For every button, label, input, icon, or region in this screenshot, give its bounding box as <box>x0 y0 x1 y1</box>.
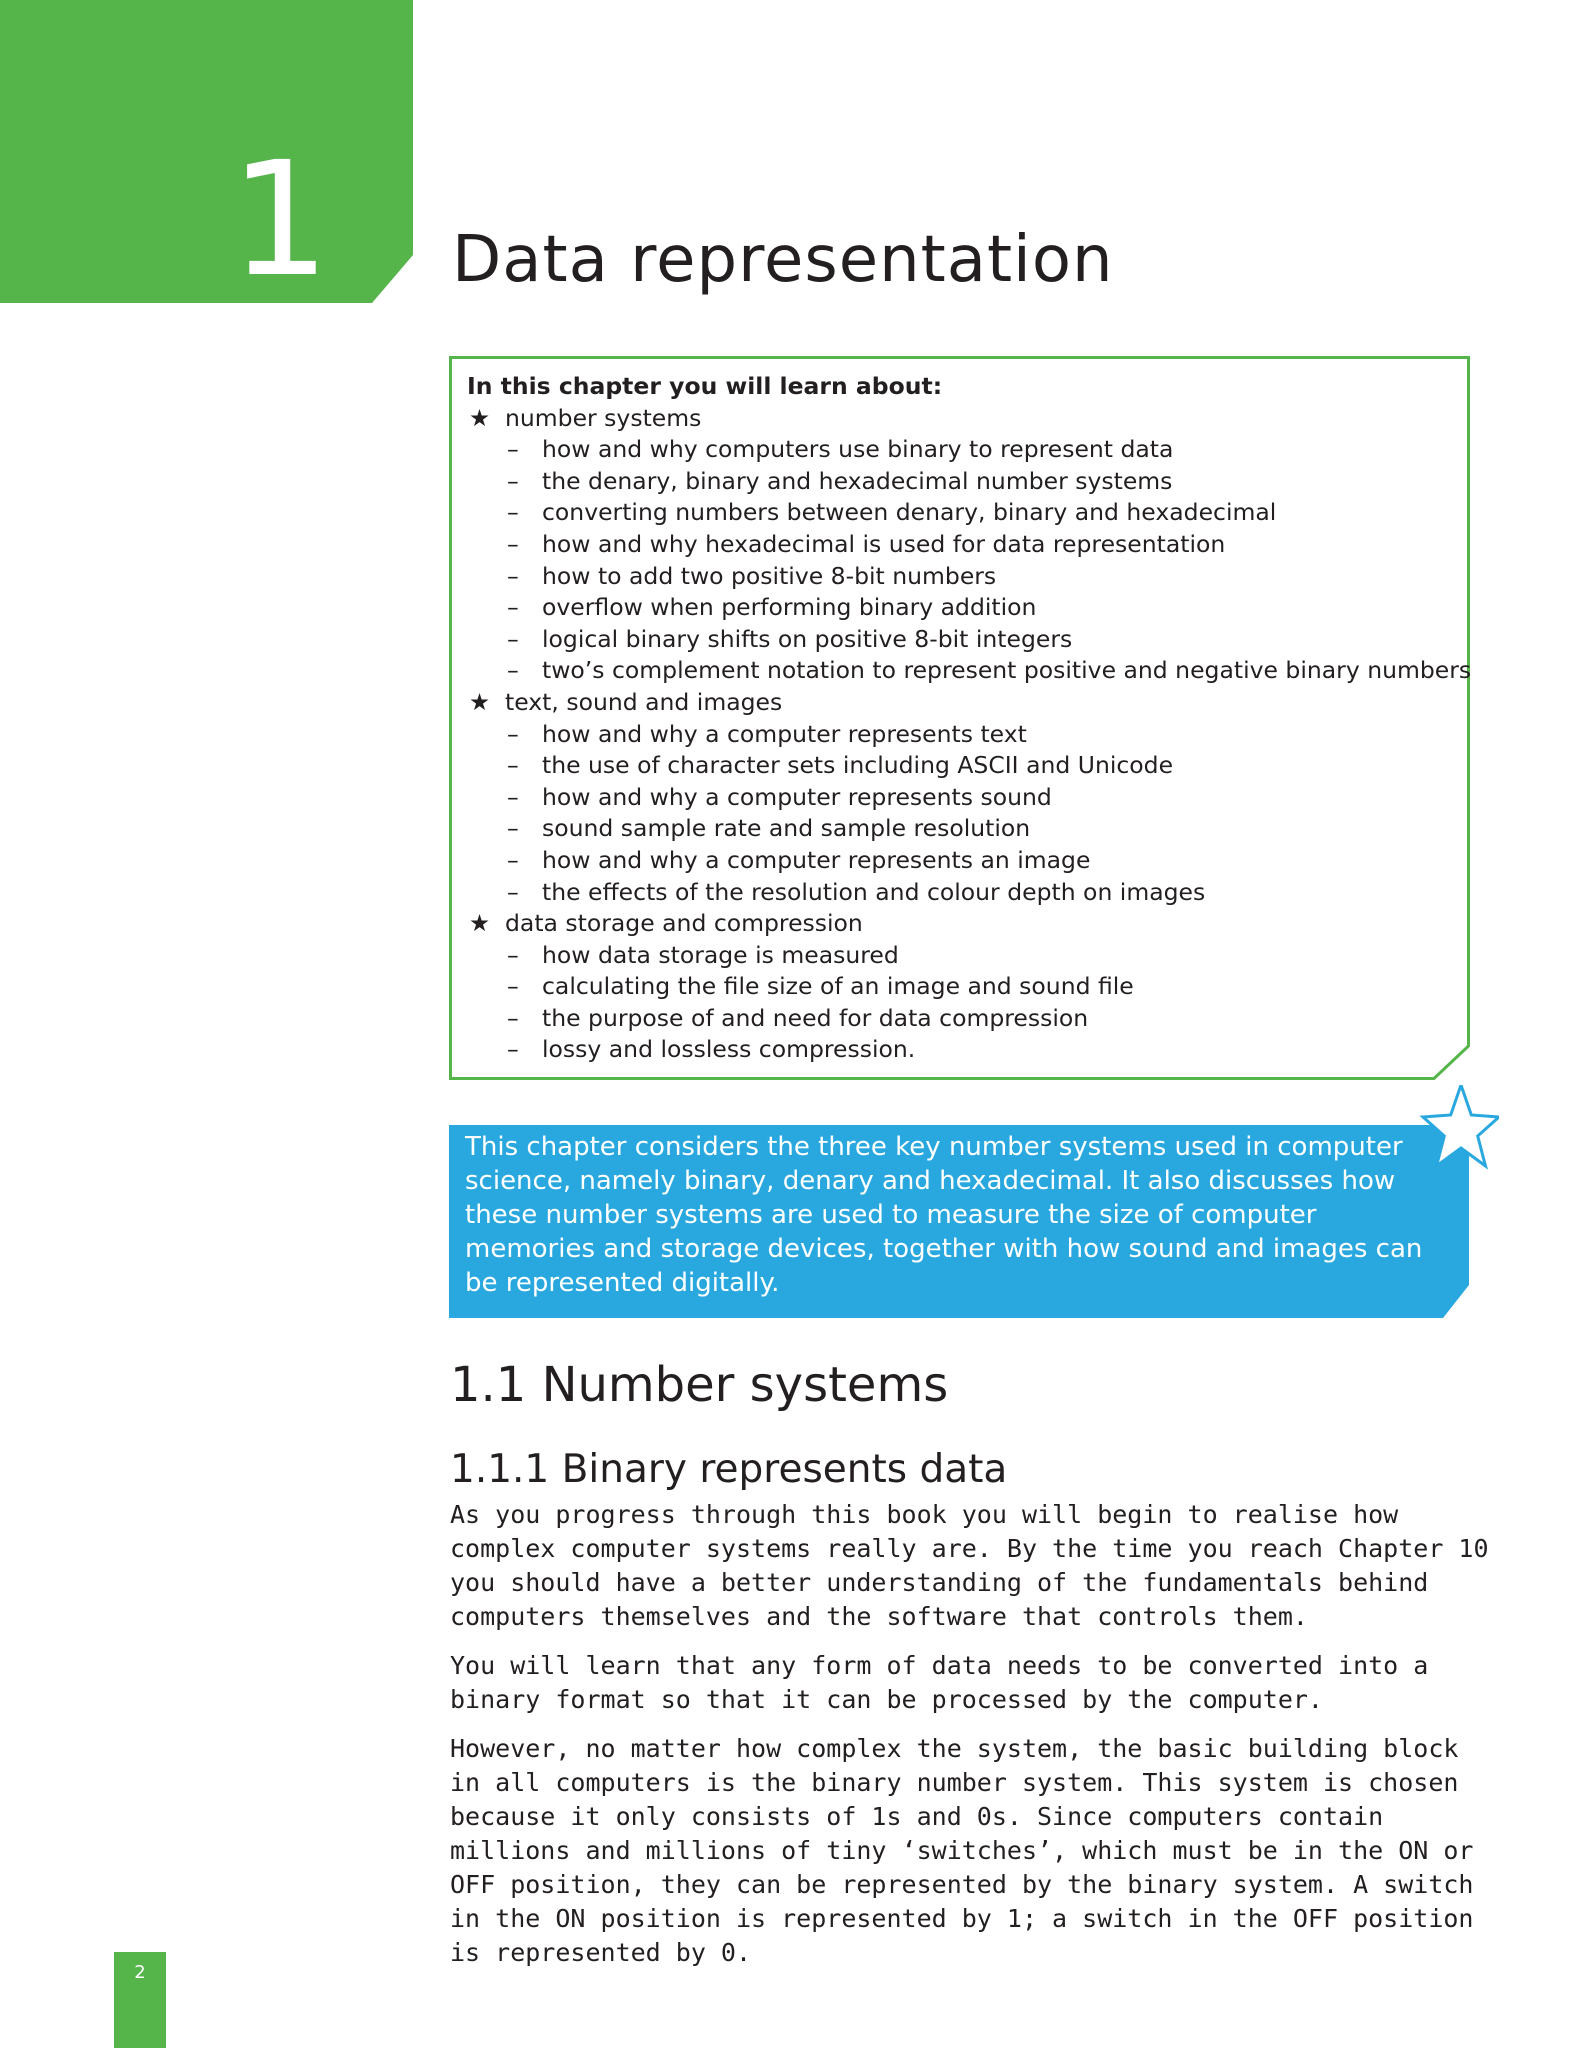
dash-bullet-icon: – <box>507 435 519 464</box>
dash-bullet-icon: – <box>507 593 519 622</box>
dash-bullet-icon: – <box>507 814 519 843</box>
dash-bullet-icon: – <box>507 940 519 969</box>
learning-topic <box>467 403 1467 435</box>
page-number: 2 <box>134 1962 146 1983</box>
learning-topic-label: text, sound and images <box>505 687 783 716</box>
learning-topic-label: number systems <box>505 403 702 432</box>
learning-subtopic <box>467 813 1467 845</box>
dash-bullet-icon: – <box>507 751 519 780</box>
learning-subtopic-label: overflow when performing binary addition <box>542 593 1037 622</box>
learning-topic-list <box>467 403 1472 1066</box>
learning-box-heading: In this chapter you will learn about: <box>467 372 943 400</box>
chapter-number: 1 <box>229 128 331 312</box>
learning-subtopic <box>467 529 1467 561</box>
learning-subtopic <box>467 466 1467 498</box>
chapter-intro-text: This chapter considers the three key number systems used in computer science, namely binary, denary and hexadecimal. It also discusses how these number systems are used to measure the size of computer memories and storage devices, together with how sound and images can be represented digitally. <box>465 1132 1423 1298</box>
learning-subtopic-label: converting numbers between denary, binary and hexadecimal <box>542 498 1277 527</box>
learning-subtopic-label: the effects of the resolution and colour depth on images <box>542 877 1206 906</box>
dash-bullet-icon: – <box>507 1003 519 1032</box>
dash-bullet-icon: – <box>507 719 519 748</box>
page-number-tab <box>114 1952 166 2048</box>
star-bullet-icon: ★ <box>469 909 491 938</box>
dash-bullet-icon: – <box>507 656 519 685</box>
section-heading: 1.1 Number systems <box>450 1357 949 1413</box>
dash-bullet-icon: – <box>507 972 519 1001</box>
chapter-tab <box>0 0 415 312</box>
learning-subtopic-label: calculating the file size of an image and sound file <box>542 972 1134 1001</box>
subsection-heading: 1.1.1 Binary represents data <box>450 1447 1008 1492</box>
learning-subtopic <box>467 940 1467 972</box>
learning-subtopic <box>467 624 1467 656</box>
learning-subtopic <box>467 782 1467 814</box>
learning-subtopic-label: how and why a computer represents text <box>542 719 1027 748</box>
learning-subtopic-label: how to add two positive 8-bit numbers <box>542 561 997 590</box>
dash-bullet-icon: – <box>507 877 519 906</box>
dash-bullet-icon: – <box>507 529 519 558</box>
learning-subtopic-label: how and why computers use binary to represent data <box>542 435 1174 464</box>
learning-subtopic-label: two’s complement notation to represent positive and negative binary numbers <box>542 656 1472 685</box>
learning-subtopic <box>467 434 1467 466</box>
dash-bullet-icon: – <box>507 1035 519 1064</box>
dash-bullet-icon: – <box>507 561 519 590</box>
body-paragraph: However, no matter how complex the system, the basic building block in all computers is the binary number system. This system is chosen because it only consists of 1s and 0s. Since computers contain millions and millions of tiny ‘switches’, which must be in the ON or OFF position, they can be represented by the binary system. A switch in the ON position is represented by 1; a switch in the OFF position is represented by 0. <box>450 1734 1474 1967</box>
learning-subtopic-label: how and why hexadecimal is used for data representation <box>542 529 1226 558</box>
dash-bullet-icon: – <box>507 498 519 527</box>
learning-objectives-box <box>449 356 1470 1080</box>
learning-topic <box>467 908 1467 940</box>
chapter-intro-box <box>449 1085 1499 1320</box>
learning-subtopic-label: the purpose of and need for data compression <box>542 1003 1089 1032</box>
star-bullet-icon: ★ <box>469 687 491 716</box>
learning-subtopic <box>467 497 1467 529</box>
learning-subtopic-label: the denary, binary and hexadecimal number systems <box>542 466 1173 495</box>
learning-subtopic-label: sound sample rate and sample resolution <box>542 814 1031 843</box>
learning-subtopic-label: lossy and lossless compression. <box>542 1035 916 1064</box>
learning-subtopic <box>467 1034 1467 1066</box>
learning-subtopic-label: how and why a computer represents sound <box>542 782 1052 811</box>
dash-bullet-icon: – <box>507 466 519 495</box>
chapter-title: Data representation <box>452 223 1114 297</box>
body-paragraph: As you progress through this book you will begin to realise how complex computer systems really are. By the time you reach Chapter 10 you should have a better understanding of the fundamentals behind computers themselves and the software that controls them. <box>450 1500 1489 1631</box>
star-bullet-icon: ★ <box>469 403 491 432</box>
learning-subtopic-label: how data storage is measured <box>542 940 899 969</box>
chapter-tab-shape <box>0 0 415 312</box>
learning-subtopic-label: the use of character sets including ASCII and Unicode <box>542 751 1174 780</box>
dash-bullet-icon: – <box>507 782 519 811</box>
body-paragraph: You will learn that any form of data needs to be converted into a binary format so that it can be processed by the computer. <box>450 1651 1429 1714</box>
learning-subtopic-label: how and why a computer represents an image <box>542 845 1091 874</box>
learning-topic-label: data storage and compression <box>505 909 863 938</box>
dash-bullet-icon: – <box>507 624 519 653</box>
learning-subtopic <box>467 561 1467 593</box>
learning-subtopic <box>467 655 1472 687</box>
dash-bullet-icon: – <box>507 845 519 874</box>
learning-subtopic <box>467 1003 1467 1035</box>
learning-topic <box>467 687 1467 719</box>
learning-subtopic <box>467 971 1467 1003</box>
body-text <box>450 1498 1490 1985</box>
learning-subtopic <box>467 877 1467 909</box>
learning-subtopic <box>467 750 1467 782</box>
learning-subtopic <box>467 592 1467 624</box>
learning-subtopic <box>467 845 1467 877</box>
learning-subtopic-label: logical binary shifts on positive 8-bit integers <box>542 624 1073 653</box>
learning-subtopic <box>467 719 1467 751</box>
